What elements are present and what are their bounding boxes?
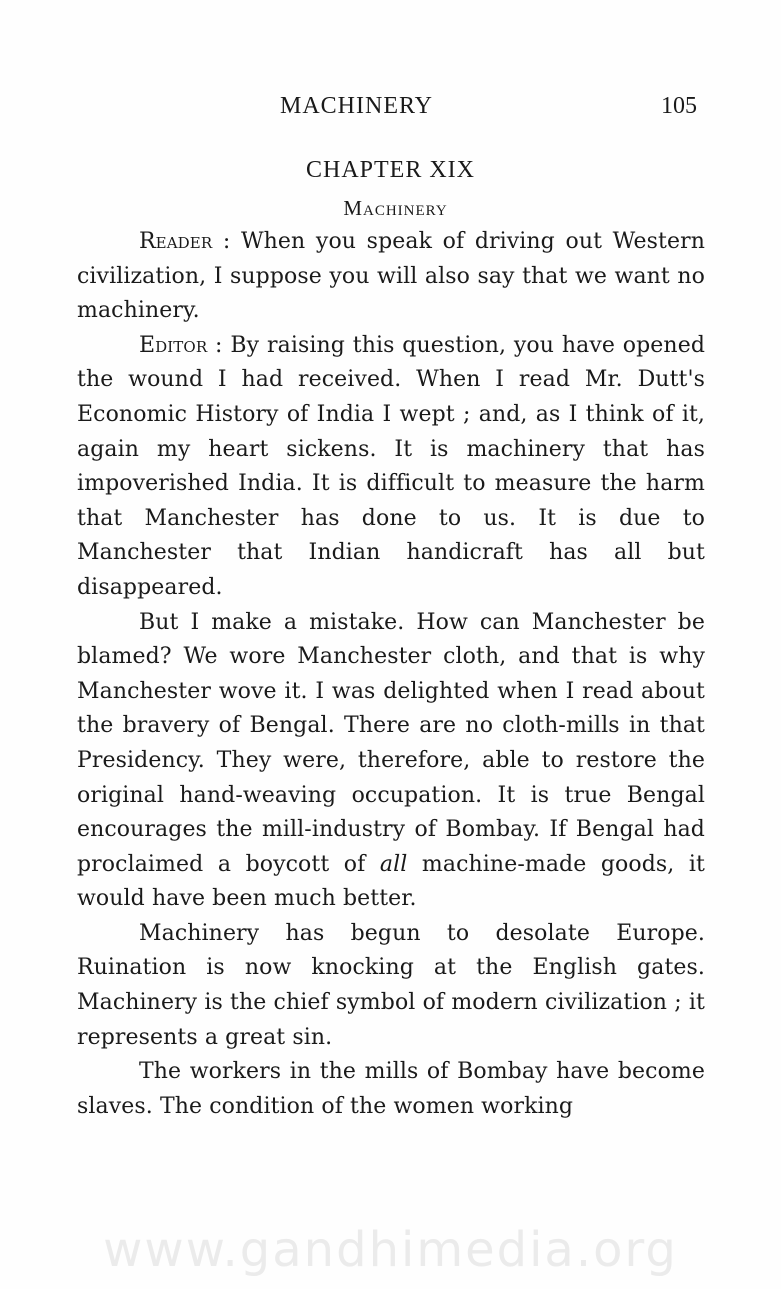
body-text	[77, 225, 705, 1124]
emphasis-all: all	[379, 851, 408, 877]
watermark: www.gandhimedia.org	[103, 1222, 678, 1278]
speaker-editor: Editor	[139, 332, 208, 358]
paragraph-text: By raising this question, you have opened the wound I had received. When I read Mr. Dutt's Economic History of India I wept ; and, as I think of it, again my heart sickens. It is machinery that has impoverished India. It is difficult to measure the harm that Manchester has done to us. It is due to Manchester that Indian handicraft has all but disappeared.	[77, 332, 706, 600]
chapter-title: CHAPTER XIX	[305, 157, 475, 183]
paragraph-text: The workers in the mills of Bombay have become slaves. The condition of the women working	[77, 1059, 705, 1119]
paragraph-editor	[77, 329, 705, 606]
paragraph-reader	[77, 225, 705, 329]
speaker-reader: Reader	[139, 229, 213, 254]
paragraph-text: Machinery has begun to desolate Europe. Ruination is now knocking at the English gates. Machinery is the chief symbol of modern civilization ; it represents a great sin.	[77, 920, 705, 1050]
paragraph-text-tail: machine-made goods, it would have been much better.	[77, 851, 705, 912]
speaker-separator: :	[212, 229, 241, 254]
paragraph-text: But I make a mistake. How can Manchester be blamed? We wore Manchester cloth, and that is why Manchester wove it. I was delighted when I read about the bravery of Bengal. There are no cloth-mills in that Presidency. They were, therefore, able to restore the original hand-weaving occupation. It is true Bengal encourages the mill-industry of Bombay. If Bengal had proclaimed a boycott of	[77, 609, 705, 877]
paragraph-workers	[77, 1055, 705, 1124]
paragraph-text: When you speak of driving out Western civilization, I suppose you will also say that we want no machinery.	[77, 229, 706, 324]
paragraph-europe	[77, 917, 705, 1055]
page-number: 105	[661, 93, 697, 119]
running-head-title: MACHINERY	[280, 93, 434, 119]
chapter-subtitle: Machinery	[343, 196, 448, 220]
speaker-separator: :	[207, 332, 231, 358]
paragraph-manchester	[77, 606, 705, 917]
